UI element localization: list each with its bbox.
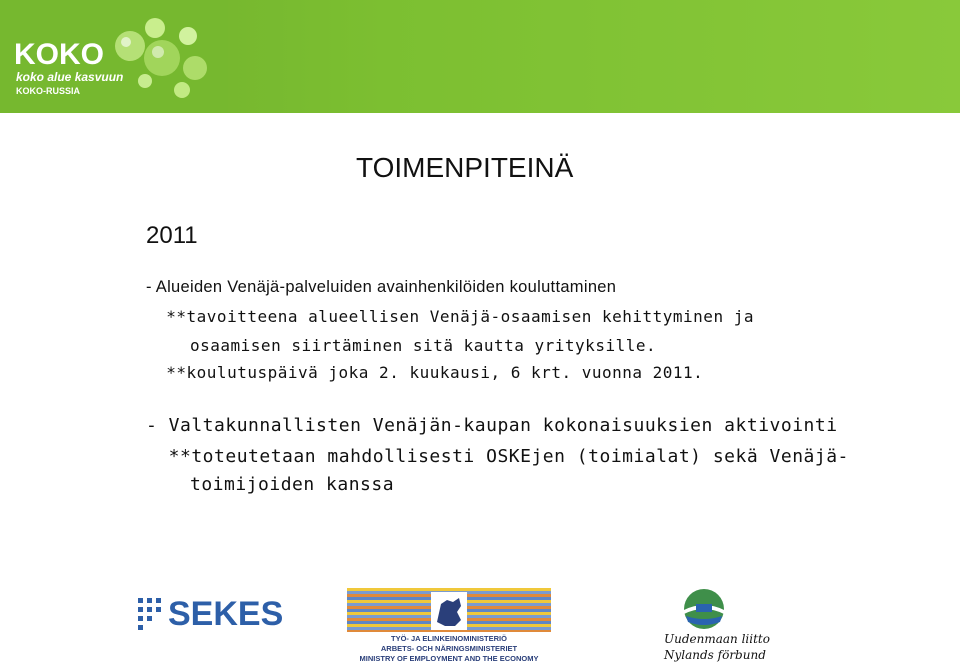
page-title: TOIMENPITEINÄ <box>356 152 574 183</box>
bullet-line-7: toimijoiden kanssa <box>190 474 395 495</box>
bullet-line-6: **toteutetaan mahdollisesti OSKEjen (toimialat) sekä Venäjä- <box>146 446 849 467</box>
koko-logo <box>0 0 228 113</box>
logo-tagline: koko alue kasvuun <box>16 70 124 84</box>
header-banner <box>0 0 960 113</box>
bullet-line-2: **tavoitteena alueellisen Venäjä-osaamisen kehittyminen ja <box>146 307 754 326</box>
bullet-line-5: - Valtakunnallisten Venäjän-kaupan kokonaisuuksien aktivointi <box>146 415 838 436</box>
uusimaa-logo <box>660 588 770 666</box>
lion-emblem-icon <box>431 592 467 630</box>
bubbles-icon <box>100 6 220 106</box>
year-label: 2011 <box>146 222 198 249</box>
logo-sub: KOKO-RUSSIA <box>16 86 81 96</box>
bullet-line-1: - Alueiden Venäjä-palveluiden avainhenkilöiden kouluttaminen <box>146 278 617 296</box>
logo-word: KOKO <box>14 38 104 71</box>
uusimaa-line-sv: Nylands förbund <box>664 648 766 662</box>
bullet-line-4: **koulutuspäivä joka 2. kuukausi, 6 krt. vuonna 2011. <box>146 363 704 382</box>
ministry-line-en: MINISTRY OF EMPLOYMENT AND THE ECONOMY <box>359 654 539 663</box>
ministry-logo <box>347 588 551 663</box>
sekes-logo <box>138 595 283 634</box>
uusimaa-line-fi: Uudenmaan liitto <box>664 632 770 646</box>
globe-icon <box>674 588 734 630</box>
sekes-name: SEKES <box>168 595 284 633</box>
ministry-line-fi: TYÖ- JA ELINKEINOMINISTERIÖ <box>391 634 507 643</box>
sekes-dots-icon <box>138 598 162 632</box>
ministry-line-sv: ARBETS- OCH NÄRINGSMINISTERIET <box>380 644 518 653</box>
bullet-line-3: osaamisen siirtäminen sitä kautta yrityksille. <box>190 336 657 355</box>
